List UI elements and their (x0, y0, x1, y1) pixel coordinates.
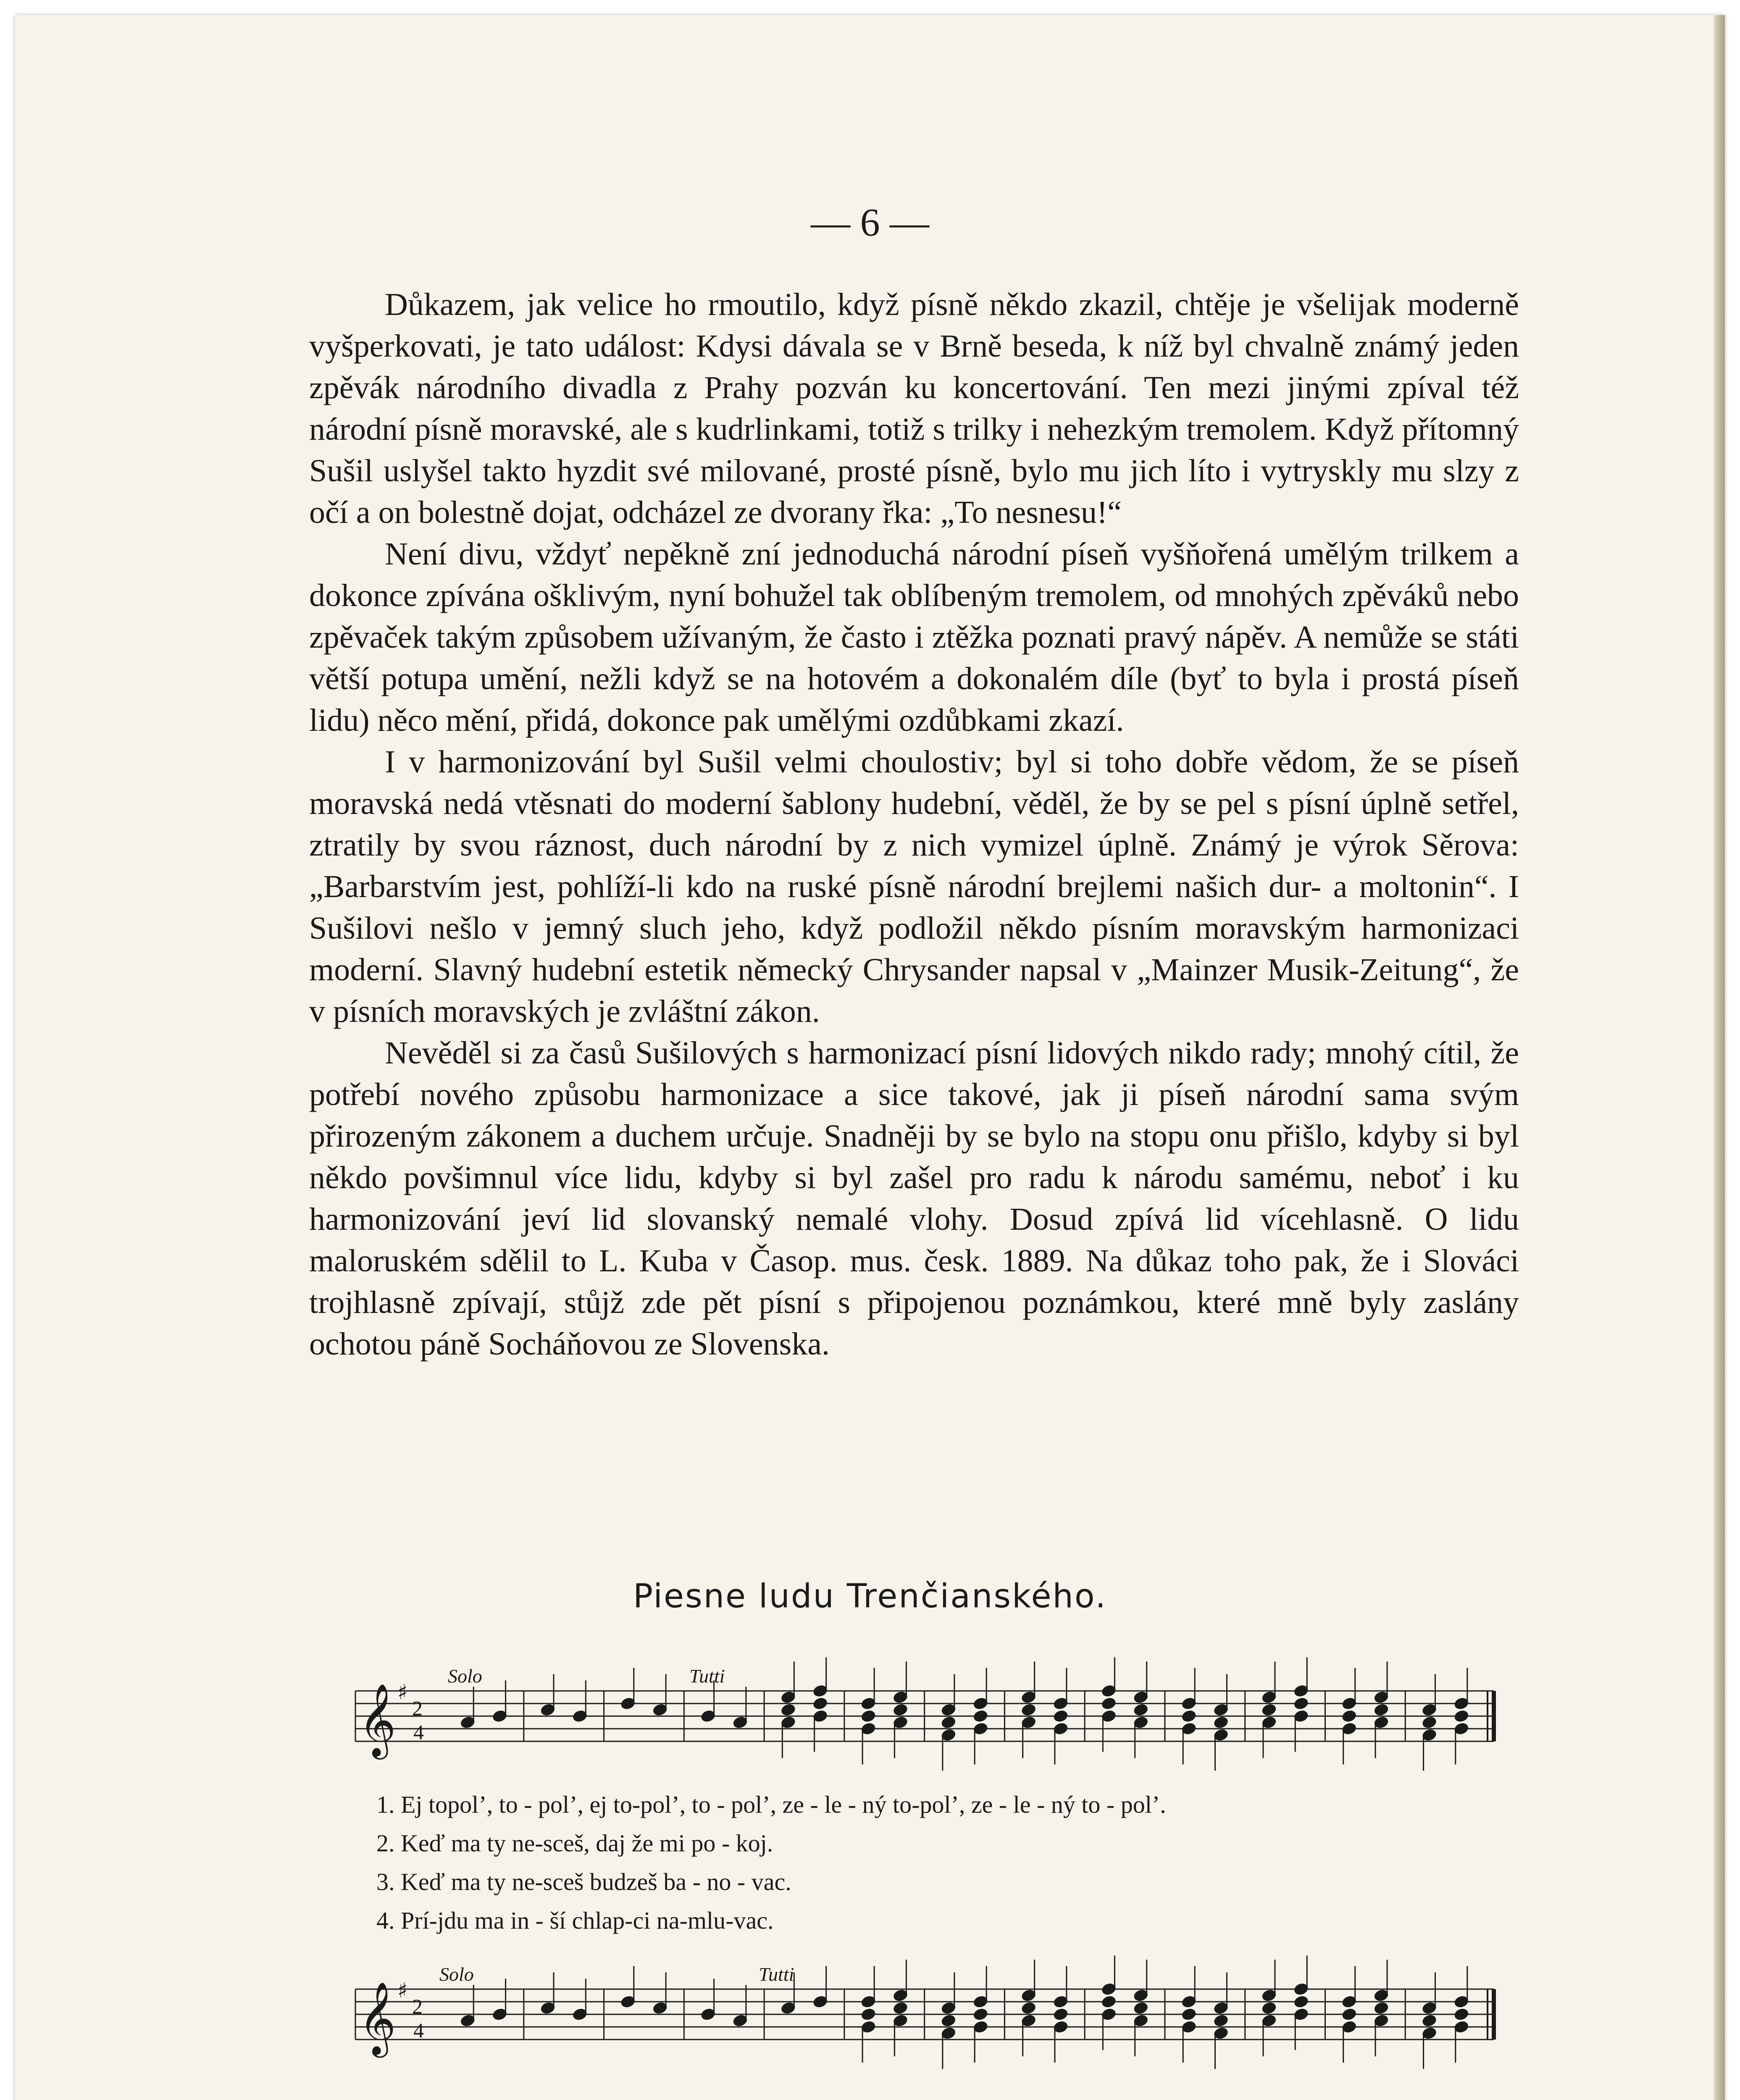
solo-marking: Solo (448, 1665, 482, 1687)
svg-text:2: 2 (412, 1696, 423, 1720)
treble-clef-icon: 𝄞 (359, 1982, 396, 2055)
song-1-verse-3: 3. Keď ma ty ne-sceš budzeš ba - no - vac. (376, 1868, 791, 1895)
paragraph-3: I v harmonizování byl Sušil velmi choulostiv; byl si toho dobře vědom, že se píseň moravská nedá vtěsnati do moderní šablony hudební, věděl, že by se pel s písní úplně setřel, ztratily by svou ráznost, duch národní by z nich vymizel úplně. Známý je výrok Sěrova: „Barbarstvím jest, pohlíží-li kdo na ruské písně národní brejlemi našich dur- a moltonin“. I Sušilovi nešlo v jemný sluch jeho, když podložil někdo písním moravským harmonizaci moderní. Slavný hudební estetik německý Chrysander napsal v „Mainzer Musik-Zeitung“, že v písních moravských je zvláštní zákon. (309, 744, 1519, 1029)
svg-text:2: 2 (412, 1995, 423, 2018)
svg-text:♯: ♯ (397, 1978, 408, 2003)
paragraph-4: Nevěděl si za časů Sušilových s harmonizací písní lidových nikdo rady; mnohý cítil, že potřebí nového způsobu harmonizace a sice takové, jak ji píseň národní sama svým přirozeným zákonem a duchem určuje. Snadněji by se bylo na stopu onu přišlo, kdyby si byl někdo povšimnul více lidu, kdyby si byl zašel pro radu k národu samému, neboť i ku harmonizování jeví lid slovanský nemalé vlohy. Dosud zpívá lid vícehlasně. O lidu maloruském sdělil to L. Kuba v Časop. mus. česk. 1889. Na důkaz toho pak, že i Slováci trojhlasně zpívají, stůjž zde pět písní s připojenou poznámkou, které mně byly zaslány ochotou páně Socháňovou ze Slovenska. (309, 1035, 1519, 1362)
book-page (15, 15, 1725, 2100)
song-2-score (343, 1956, 1502, 2090)
tutti-marking: Tutti (689, 1665, 725, 1687)
song-2-lyrics (376, 2094, 1168, 2100)
song-1-lyrics (376, 1785, 1166, 1940)
treble-clef-icon: 𝄞 (359, 1683, 396, 1756)
song-1-verse-1: 1. Ej topol’, to - pol’, ej to-pol’, to - pol’, ze - le - ný to-pol’, ze - le - ný to - pol’. (376, 1791, 1166, 1818)
paragraph-1: Důkazem, jak velice ho rmoutilo, když písně někdo zkazil, chtěje je všelijak moderně vyšperkovati, je tato událost: Kdysi dávala se v Brně beseda, k níž byl chvalně známý jeden zpěvák národního divadla z Prahy pozván ku koncertování. Ten mezi jinými zpíval též národní písně moravské, ale s kudrlinkami, totiž s trilky i nehezkým tremolem. Když přítomný Sušil uslyšel takto hyzdit své milované, prosté písně, bylo mu jich líto i vytryskly mu slzy z očí a on bolestně dojat, odcházel ze dvorany řka: „To nesnesu!“ (309, 287, 1519, 530)
paragraph-2: Není divu, vždyť nepěkně zní jednoduchá národní píseň vyšňořená umělým trilkem a dokonce zpívána ošklivým, nyní bohužel tak oblíbeným tremolem, od mnohých zpěváků nebo zpěvaček takým způsobem užívaným, že často i ztěžka poznati pravý nápěv. A nemůže se státi větší potupa umění, nežli když se na hotovém a dokonalém díle (byť to byla i prostá píseň lidu) něco mění, přidá, dokonce pak umělými ozdůbkami zkazí. (309, 536, 1519, 738)
song-1-score (343, 1657, 1502, 1792)
song-2-staff (343, 1956, 1502, 2090)
song-2-verse-1 (376, 2094, 1168, 2100)
song-1-staff (343, 1657, 1502, 1792)
tutti-marking: Tutti (759, 1964, 794, 1985)
song-1-verse-4: 4. Prí-jdu ma in - ší chlap-ci na-mlu-vac. (376, 1907, 774, 1934)
page-edge-shadow (1714, 15, 1725, 2100)
page-number: — 6 — (811, 201, 929, 244)
body-text (309, 284, 1519, 1365)
solo-marking: Solo (439, 1964, 474, 1985)
svg-text:4: 4 (413, 1720, 424, 1744)
song-1-verse-2: 2. Keď ma ty ne-sceš, daj že mi po - koj. (376, 1830, 773, 1857)
svg-text:♯: ♯ (397, 1680, 408, 1704)
songs-heading: Piesne ludu Trenčianského. (633, 1578, 1107, 1615)
svg-text:4: 4 (413, 2019, 424, 2042)
